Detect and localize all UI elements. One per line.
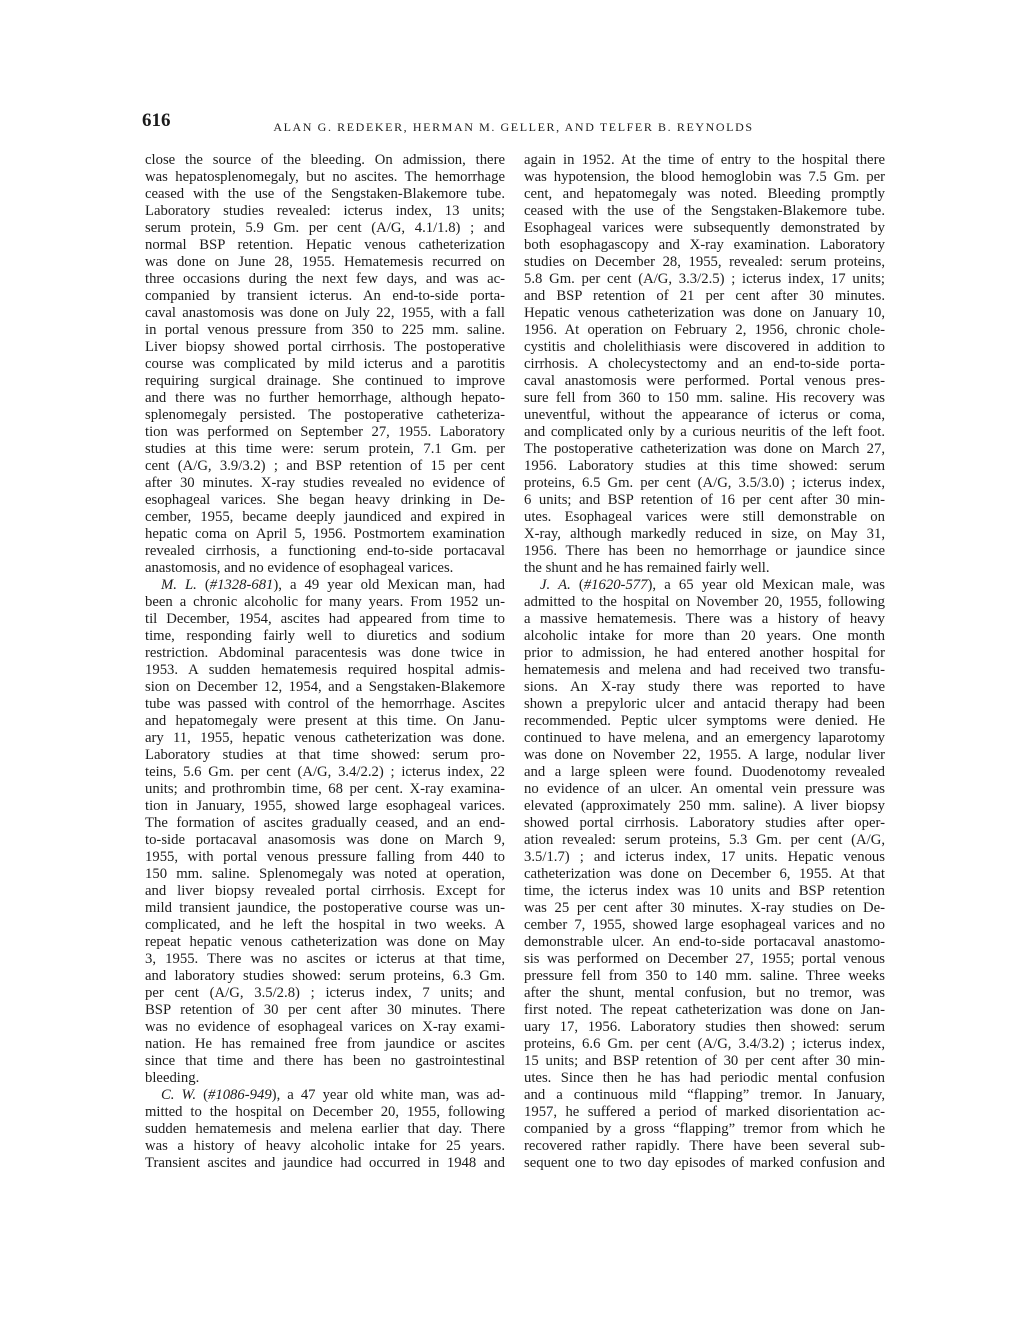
text-line: nation. He has remained free from jaundice or ascites bbox=[145, 1036, 505, 1052]
text-line: cystitis and cholelithiasis were discovered in addition to bbox=[524, 339, 885, 355]
running-head: ALAN G. REDEKER, HERMAN M. GELLER, AND TELFER B. REYNOLDS bbox=[273, 120, 754, 134]
text-line: was done on June 28, 1955. Hematemesis recurred on bbox=[145, 254, 505, 270]
text-line: units; and prothrombin time, 68 per cent. X-ray examina- bbox=[145, 781, 505, 797]
paragraph bbox=[524, 577, 885, 1172]
text-line: elevated (approximately 250 mm. saline). A liver biopsy bbox=[524, 798, 885, 814]
text-line: sions. An X-ray study there was reported to have bbox=[524, 679, 885, 695]
line-text: ( bbox=[196, 577, 210, 593]
text-line: utes. Since then he has had periodic mental confusion bbox=[524, 1070, 885, 1086]
patient-initials: J. A. bbox=[540, 577, 571, 593]
text-line: 1956. At operation on February 2, 1956, chronic chole- bbox=[524, 322, 885, 338]
text-line: hematemesis and melena and had received two transfu- bbox=[524, 662, 885, 678]
text-line: Esophageal varices were subsequently demonstrated by bbox=[524, 220, 885, 236]
line-text: ), a 47 year old white man, was ad- bbox=[271, 1087, 505, 1103]
text-line: uneventful, without the appearance of icterus or coma, bbox=[524, 407, 885, 423]
text-line: mitted to the hospital on December 20, 1955, following bbox=[145, 1104, 505, 1120]
text-line: tube was passed with control of the hemorrhage. Ascites bbox=[145, 696, 505, 712]
text-line: continued to have melena, and an emergency laparotomy bbox=[524, 730, 885, 746]
text-line: and liver biopsy revealed portal cirrhosis. Except for bbox=[145, 883, 505, 899]
text-line: til December, 1954, ascites had appeared from time to bbox=[145, 611, 505, 627]
text-line: caval anastomosis was done on July 22, 1955, with a fall bbox=[145, 305, 505, 321]
text-line: sure fell from 360 to 150 mm. saline. His recovery was bbox=[524, 390, 885, 406]
page-number: 616 bbox=[142, 110, 171, 131]
text-line: sudden hematemesis and melena earlier that day. There bbox=[145, 1121, 505, 1137]
text-line: X-ray, although markedly reduced in size, on May 31, bbox=[524, 526, 885, 542]
text-line: the shunt and he has remained fairly well. bbox=[524, 560, 770, 576]
text-line: 1956. Laboratory studies at this time showed: serum bbox=[524, 458, 885, 474]
text-line: Liver biopsy showed portal cirrhosis. The postoperative bbox=[145, 339, 505, 355]
text-line: normal BSP retention. Hepatic venous catheterization bbox=[145, 237, 505, 253]
text-line: mild transient jaundice, the postoperative course was un- bbox=[145, 900, 505, 916]
text-line: sion on December 12, 1954, and a Sengstaken-Blakemore bbox=[145, 679, 505, 695]
text-line: proteins, 6.6 Gm. per cent (A/G, 3.4/3.2) ; icterus index, bbox=[524, 1036, 885, 1052]
patient-initials: M. L. bbox=[161, 577, 197, 593]
text-line: 1955, with portal venous pressure falling from 440 to bbox=[145, 849, 505, 865]
text-line: 1953. A sudden hematemesis required hospital admis- bbox=[145, 662, 505, 678]
text-line: ceased with the use of the Sengstaken-Blakemore tube. bbox=[524, 203, 885, 219]
text-line: and BSP retention of 21 per cent after 30 minutes. bbox=[524, 288, 885, 304]
text-line: was no evidence of esophageal varices on X-ray exami- bbox=[145, 1019, 505, 1035]
text-line: ceased with the use of the Sengstaken-Blakemore tube. bbox=[145, 186, 505, 202]
text-line: 6 units; and BSP retention of 16 per cent after 30 min- bbox=[524, 492, 885, 508]
text-line bbox=[145, 577, 505, 594]
text-line: and a large spleen were found. Duodenotomy revealed bbox=[524, 764, 885, 780]
text-line: caval anastomosis were performed. Portal venous pres- bbox=[524, 373, 885, 389]
text-line: admitted to the hospital on November 20, 1955, following bbox=[524, 594, 885, 610]
text-line: Hepatic venous catheterization was done on January 10, bbox=[524, 305, 885, 321]
case-number: #1620-577 bbox=[583, 577, 648, 593]
text-line: and complicated only by a curious neuritis of the left foot. bbox=[524, 424, 885, 440]
text-line: time, responding fairly well to diuretics and sodium bbox=[145, 628, 505, 644]
text-line: anastomosis, and no evidence of esophageal varices. bbox=[145, 560, 454, 576]
text-line: and hepatomegaly were present at this time. On Janu- bbox=[145, 713, 505, 729]
right-column bbox=[524, 152, 885, 1172]
text-line: demonstrable ulcer. An end-to-side portacaval anastomo- bbox=[524, 934, 885, 950]
patient-initials: C. W. bbox=[161, 1087, 197, 1103]
text-line: serum protein, 5.9 Gm. per cent (A/G, 4.1/1.8) ; and bbox=[145, 220, 505, 236]
text-line: again in 1952. At the time of entry to the hospital there bbox=[524, 152, 885, 168]
text-line: repeat hepatic venous catheterization was done on May bbox=[145, 934, 505, 950]
text-line: 3.5/1.7) ; and icterus index, 17 units. Hepatic venous bbox=[524, 849, 885, 865]
line-text: ( bbox=[570, 577, 584, 593]
text-line: BSP retention of 30 per cent after 30 minutes. There bbox=[145, 1002, 505, 1018]
line-text: ( bbox=[196, 1087, 209, 1103]
text-line: revealed cirrhosis, a functioning end-to-side portacaval bbox=[145, 543, 505, 559]
line-text: ), a 65 year old Mexican male, was bbox=[647, 577, 885, 593]
text-line bbox=[145, 1087, 505, 1104]
text-line: 1956. There has been no hemorrhage or jaundice since bbox=[524, 543, 885, 559]
text-line: prior to admission, he had entered another hospital for bbox=[524, 645, 885, 661]
text-line: 3, 1955. There was no ascites or icterus at that time, bbox=[145, 951, 505, 967]
text-line: sequent one to two day episodes of marked confusion and bbox=[524, 1155, 885, 1171]
text-line: first noted. The repeat catheterization was done on Jan- bbox=[524, 1002, 885, 1018]
text-line: since that time and there has been no gastrointestinal bbox=[145, 1053, 505, 1069]
text-line: utes. Esophageal varices were still demonstrable on bbox=[524, 509, 885, 525]
text-line: Laboratory studies revealed: icterus index, 13 units; bbox=[145, 203, 505, 219]
text-line: Transient ascites and jaundice had occurred in 1948 and bbox=[145, 1155, 505, 1171]
text-line: no evidence of an ulcer. An omental vein pressure was bbox=[524, 781, 885, 797]
text-line: was hepatosplenomegaly, but no ascites. The hemorrhage bbox=[145, 169, 505, 185]
text-line: The formation of ascites gradually ceased, and an end- bbox=[145, 815, 505, 831]
text-line: was 25 per cent after 30 minutes. X-ray studies on De- bbox=[524, 900, 885, 916]
text-line: cirrhosis. A cholecystectomy and an end-to-side porta- bbox=[524, 356, 885, 372]
text-line: restriction. Abdominal paracentesis was done twice in bbox=[145, 645, 505, 661]
text-line: teins, 5.6 Gm. per cent (A/G, 3.4/2.2) ; icterus index, 22 bbox=[145, 764, 505, 780]
text-line: was hypotension, the blood hemoglobin was 7.5 Gm. per bbox=[524, 169, 885, 185]
text-line: catheterization was done on December 6, 1955. At that bbox=[524, 866, 885, 882]
text-line: studies at this time were: serum protein, 7.1 Gm. per bbox=[145, 441, 505, 457]
text-line: close the source of the bleeding. On admission, there bbox=[145, 152, 505, 168]
text-line: both esophagascopy and X-ray examination. Laboratory bbox=[524, 237, 885, 253]
text-line: The postoperative catheterization was done on March 27, bbox=[524, 441, 885, 457]
text-line: ation revealed: serum proteins, 5.3 Gm. per cent (A/G, bbox=[524, 832, 885, 848]
text-line: 5.8 Gm. per cent (A/G, 3.3/2.5) ; icterus index, 17 units; bbox=[524, 271, 885, 287]
text-line: and a continuous mild “flapping” tremor. In January, bbox=[524, 1087, 885, 1103]
text-line: cent, and hepatomegaly was noted. Bleeding promptly bbox=[524, 186, 885, 202]
text-line: studies on December 28, 1955, revealed: serum proteins, bbox=[524, 254, 885, 270]
text-line: cember 7, 1955, showed large esophageal varices and no bbox=[524, 917, 885, 933]
text-line: 1957, he suffered a period of marked disorientation ac- bbox=[524, 1104, 885, 1120]
text-line: hepatic coma on April 5, 1956. Postmortem examination bbox=[145, 526, 505, 542]
paragraph bbox=[524, 152, 885, 577]
text-line: complicated, and he left the hospital in two weeks. A bbox=[145, 917, 505, 933]
text-line: been a chronic alcoholic for many years. From 1952 un- bbox=[145, 594, 505, 610]
text-line: after 30 minutes. X-ray studies revealed no evidence of bbox=[145, 475, 505, 491]
text-line: to-side portacaval anasomosis was done on March 9, bbox=[145, 832, 505, 848]
text-line: uary 17, 1956. Laboratory studies then showed: serum bbox=[524, 1019, 885, 1035]
text-line: recommended. Peptic ulcer symptoms were denied. He bbox=[524, 713, 885, 729]
text-line: after the shunt, mental confusion, but no tremor, was bbox=[524, 985, 885, 1001]
text-line: in portal venous pressure from 350 to 225 mm. saline. bbox=[145, 322, 505, 338]
text-line: requiring surgical drainage. She continued to improve bbox=[145, 373, 505, 389]
text-line: showed portal cirrhosis. Laboratory studies after oper- bbox=[524, 815, 885, 831]
text-line: alcoholic intake for more than 20 years. One month bbox=[524, 628, 885, 644]
text-line: pressure fell from 350 to 140 mm. saline. Three weeks bbox=[524, 968, 885, 984]
text-line: splenomegaly persisted. The postoperative catheteriza- bbox=[145, 407, 505, 423]
text-line: course was complicated by mild icterus and a parotitis bbox=[145, 356, 505, 372]
text-line: was a history of heavy alcoholic intake for 25 years. bbox=[145, 1138, 505, 1154]
paragraph bbox=[145, 1087, 505, 1172]
text-line: 15 units; and BSP retention of 30 per cent after 30 min- bbox=[524, 1053, 885, 1069]
text-line: Laboratory studies at that time showed: serum pro- bbox=[145, 747, 505, 763]
text-line: shown a prepyloric ulcer and antacid therapy had been bbox=[524, 696, 885, 712]
text-line: time, the icterus index was 10 units and BSP retention bbox=[524, 883, 885, 899]
text-line: and laboratory studies showed: serum proteins, 6.3 Gm. bbox=[145, 968, 505, 984]
text-line: companied by a gross “flapping” tremor from which he bbox=[524, 1121, 885, 1137]
text-line: was done on November 22, 1955. A large, nodular liver bbox=[524, 747, 885, 763]
text-line: tion in January, 1955, showed large esophageal varices. bbox=[145, 798, 505, 814]
text-line: sis was performed on December 27, 1955; portal venous bbox=[524, 951, 885, 967]
text-line: bleeding. bbox=[145, 1070, 200, 1086]
text-line: ary 11, 1955, hepatic venous catheterization was done. bbox=[145, 730, 505, 746]
case-number: #1328-681 bbox=[209, 577, 274, 593]
case-number: #1086-949 bbox=[208, 1087, 272, 1103]
text-line: recovered rather rapidly. There have been several sub- bbox=[524, 1138, 885, 1154]
text-line: tion was performed on September 27, 1955. Laboratory bbox=[145, 424, 505, 440]
line-text: ), a 49 year old Mexican man, had bbox=[273, 577, 505, 593]
text-line: a massive hematemesis. There was a history of heavy bbox=[524, 611, 885, 627]
paragraph bbox=[145, 152, 505, 577]
text-line: cent (A/G, 3.9/3.2) ; and BSP retention of 15 per cent bbox=[145, 458, 505, 474]
text-line: cember, 1955, became deeply jaundiced and expired in bbox=[145, 509, 505, 525]
text-line: companied by transient icterus. An end-to-side porta- bbox=[145, 288, 505, 304]
text-line: proteins, 6.5 Gm. per cent (A/G, 3.5/3.0) ; icterus index, bbox=[524, 475, 885, 491]
text-line: 150 mm. saline. Splenomegaly was noted at operation, bbox=[145, 866, 505, 882]
paragraph bbox=[145, 577, 505, 1087]
text-line bbox=[524, 577, 885, 594]
left-column bbox=[145, 152, 505, 1172]
text-line: esophageal varices. She began heavy drinking in De- bbox=[145, 492, 505, 508]
text-line: three occasions during the next few days, and was ac- bbox=[145, 271, 505, 287]
text-line: per cent (A/G, 3.5/2.8) ; icterus index, 7 units; and bbox=[145, 985, 505, 1001]
text-line: and there was no further hemorrhage, although hepato- bbox=[145, 390, 505, 406]
